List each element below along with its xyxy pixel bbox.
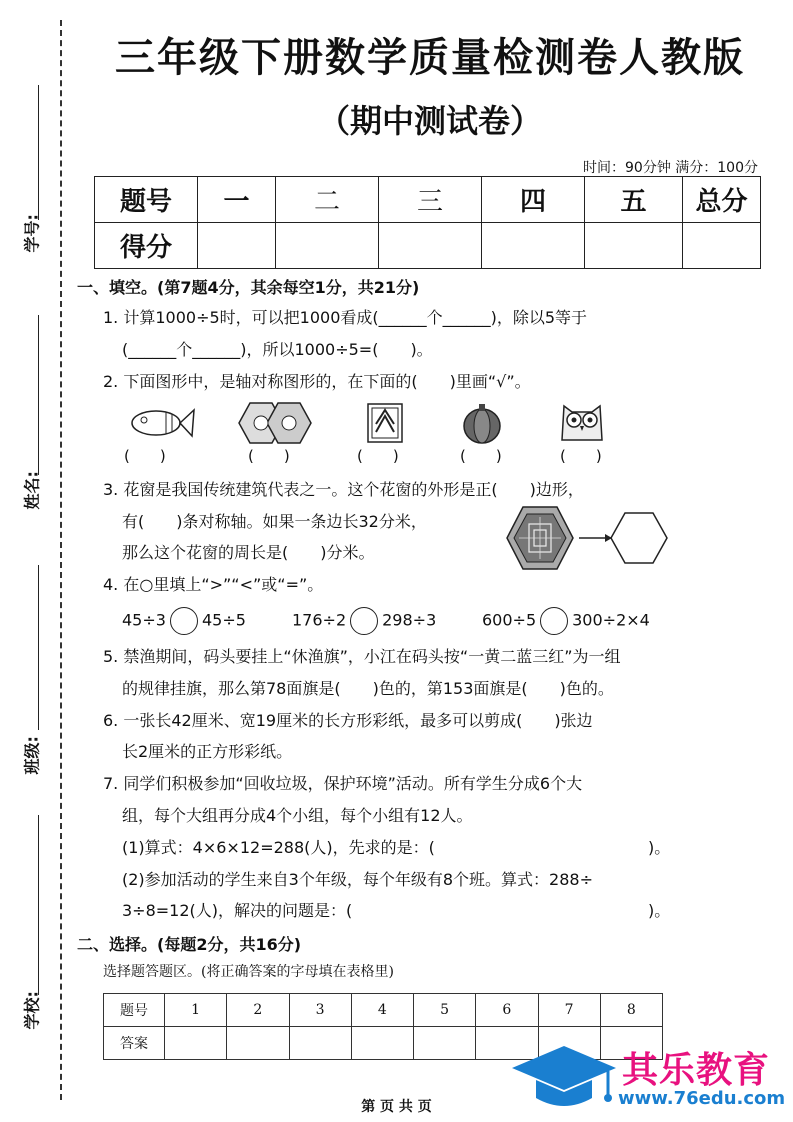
question-7-part-2-cont: 3÷8=12(人)，解决的问题是：( [122,901,353,920]
q2-answer-paren-1[interactable]: ( ) [124,447,166,465]
hexagon-outline [611,513,667,563]
score-header-cell: 总分 [683,177,761,223]
score-cell[interactable] [198,223,276,269]
q2-answer-paren-3[interactable]: ( ) [357,447,399,465]
class-label: 班级: [22,736,42,775]
owl-figure [562,406,602,440]
page-subtitle: （期中测试卷） [317,102,542,140]
answer-number-cell: 3 [289,994,351,1027]
question-2-text: 2. 下面图形中，是轴对称图形的，在下面的( )里画“√”。 [103,372,531,391]
question-5-line-a: 5. 禁渔期间，码头要挂上“休渔旗”，小江在码头按“一黄二蓝三红”为一组 [103,647,621,666]
q4-left-expr: 600÷5 [482,610,537,630]
window-hexagon-figures [505,505,670,573]
compare-circle[interactable] [170,607,198,635]
score-cell[interactable] [482,223,585,269]
answer-number-cell: 7 [538,994,600,1027]
question-7-part-1-close: )。 [648,838,671,857]
score-table [94,176,761,269]
answer-number-cell: 2 [227,994,289,1027]
school-label: 学校: [22,991,42,1030]
compare-circle[interactable] [350,607,378,635]
brand-url: www.76edu.com [618,1088,786,1109]
page-title: 三年级下册数学质量检测卷人教版 [115,35,745,81]
question-6-line-a: 6. 一张长42厘米、宽19厘米的长方形彩纸，最多可以剪成( )张边 [103,711,593,730]
q4-comparison-2 [292,607,436,635]
question-7-part-2: (2)参加活动的学生来自3个年级，每个年级有8个班。算式：288÷ [122,870,593,889]
answer-number-cell: 6 [476,994,538,1027]
question-6-line-b: 长2厘米的正方形彩纸。 [122,742,293,761]
q4-right-expr: 300÷2×4 [572,610,650,630]
answer-table-header-row [104,994,663,1027]
q4-right-expr: 298÷3 [382,610,437,630]
q2-answer-paren-5[interactable]: ( ) [560,447,602,465]
answer-cell[interactable] [414,1027,476,1060]
name-label: 姓名: [22,471,42,510]
question-7-line-b: 组，每个大组再分成4个小组，每个小组有12人。 [122,806,473,825]
question-1-line-b: (______个______)，所以1000÷5=( )。 [122,340,433,359]
section1-title: 一、填空。(第7题4分，其余每空1分，共21分) [77,278,420,297]
q4-right-expr: 45÷5 [201,610,246,630]
q4-comparison-3 [482,607,650,635]
q4-left-expr: 176÷2 [292,610,347,630]
question-3-line-b: 有( )条对称轴。如果一条边长32分米， [122,512,427,531]
section2-note: 选择题答题区。(将正确答案的字母填在表格里) [103,964,394,980]
answer-cell[interactable] [289,1027,351,1060]
symmetry-figures [120,398,680,448]
answer-number-cell: 1 [165,994,227,1027]
pumpkin-figure [464,404,500,443]
score-cell[interactable] [379,223,482,269]
question-5-line-b: 的规律挂旗，那么第78面旗是( )色的，第153面旗是( )色的。 [122,679,614,698]
question-4-text: 4. 在○里填上“>”“<”或“=”。 [103,575,324,594]
score-header-cell: 一 [198,177,276,223]
score-table-header-row [95,177,761,223]
score-header-cell: 四 [482,177,585,223]
page-footer: 第 页 共 页 [361,1099,432,1115]
arrow-square-figure [368,404,402,442]
answer-table-header: 题号 [104,994,165,1027]
score-cell[interactable] [585,223,683,269]
score-header-cell: 三 [379,177,482,223]
fish-figure [132,410,194,436]
score-row-label: 得分 [95,223,198,269]
question-3-line-c: 那么这个花窗的周长是( )分米。 [122,543,375,562]
q2-answer-paren-4[interactable]: ( ) [460,447,502,465]
exam-meta: 时间：90分钟 满分：100分 [583,160,758,176]
question-3-line-a: 3. 花窗是我国传统建筑代表之一。这个花窗的外形是正( )边形， [103,480,584,499]
name-line [38,315,39,475]
score-header-cell: 二 [276,177,379,223]
q4-left-expr: 45÷3 [122,610,166,630]
question-7-part-1: (1)算式：4×6×12=288(人)，先求的是：( [122,838,435,857]
double-hexagon-figure [239,403,311,443]
question-1-line-a: 1. 计算1000÷5时，可以把1000看成(______个______)，除以5等于 [103,308,588,327]
school-line [38,815,39,995]
question-7-line-a: 7. 同学们积极参加“回收垃圾，保护环境”活动。所有学生分成6个大 [103,774,583,793]
score-header-cell: 五 [585,177,683,223]
arrow-icon [579,534,612,542]
q2-answer-paren-2[interactable]: ( ) [248,447,290,465]
score-header-cell: 题号 [95,177,198,223]
score-cell[interactable] [276,223,379,269]
answer-row-label: 答案 [104,1027,165,1060]
binding-dashed-line [60,20,62,1100]
class-line [38,565,39,730]
q4-comparison-1 [122,607,246,635]
score-table-score-row [95,223,761,269]
answer-number-cell: 4 [351,994,413,1027]
brand-name: 其乐教育 [622,1050,771,1091]
student-id-line [38,85,39,220]
answer-cell[interactable] [351,1027,413,1060]
question-7-part-2-close: )。 [648,901,671,920]
student-id-label: 学号: [22,214,42,253]
answer-cell[interactable] [165,1027,227,1060]
answer-number-cell: 5 [414,994,476,1027]
answer-number-cell: 8 [600,994,662,1027]
score-cell[interactable] [683,223,761,269]
lattice-window-figure [507,507,573,569]
compare-circle[interactable] [540,607,568,635]
section2-title: 二、选择。(每题2分，共16分) [77,935,302,954]
answer-cell[interactable] [227,1027,289,1060]
